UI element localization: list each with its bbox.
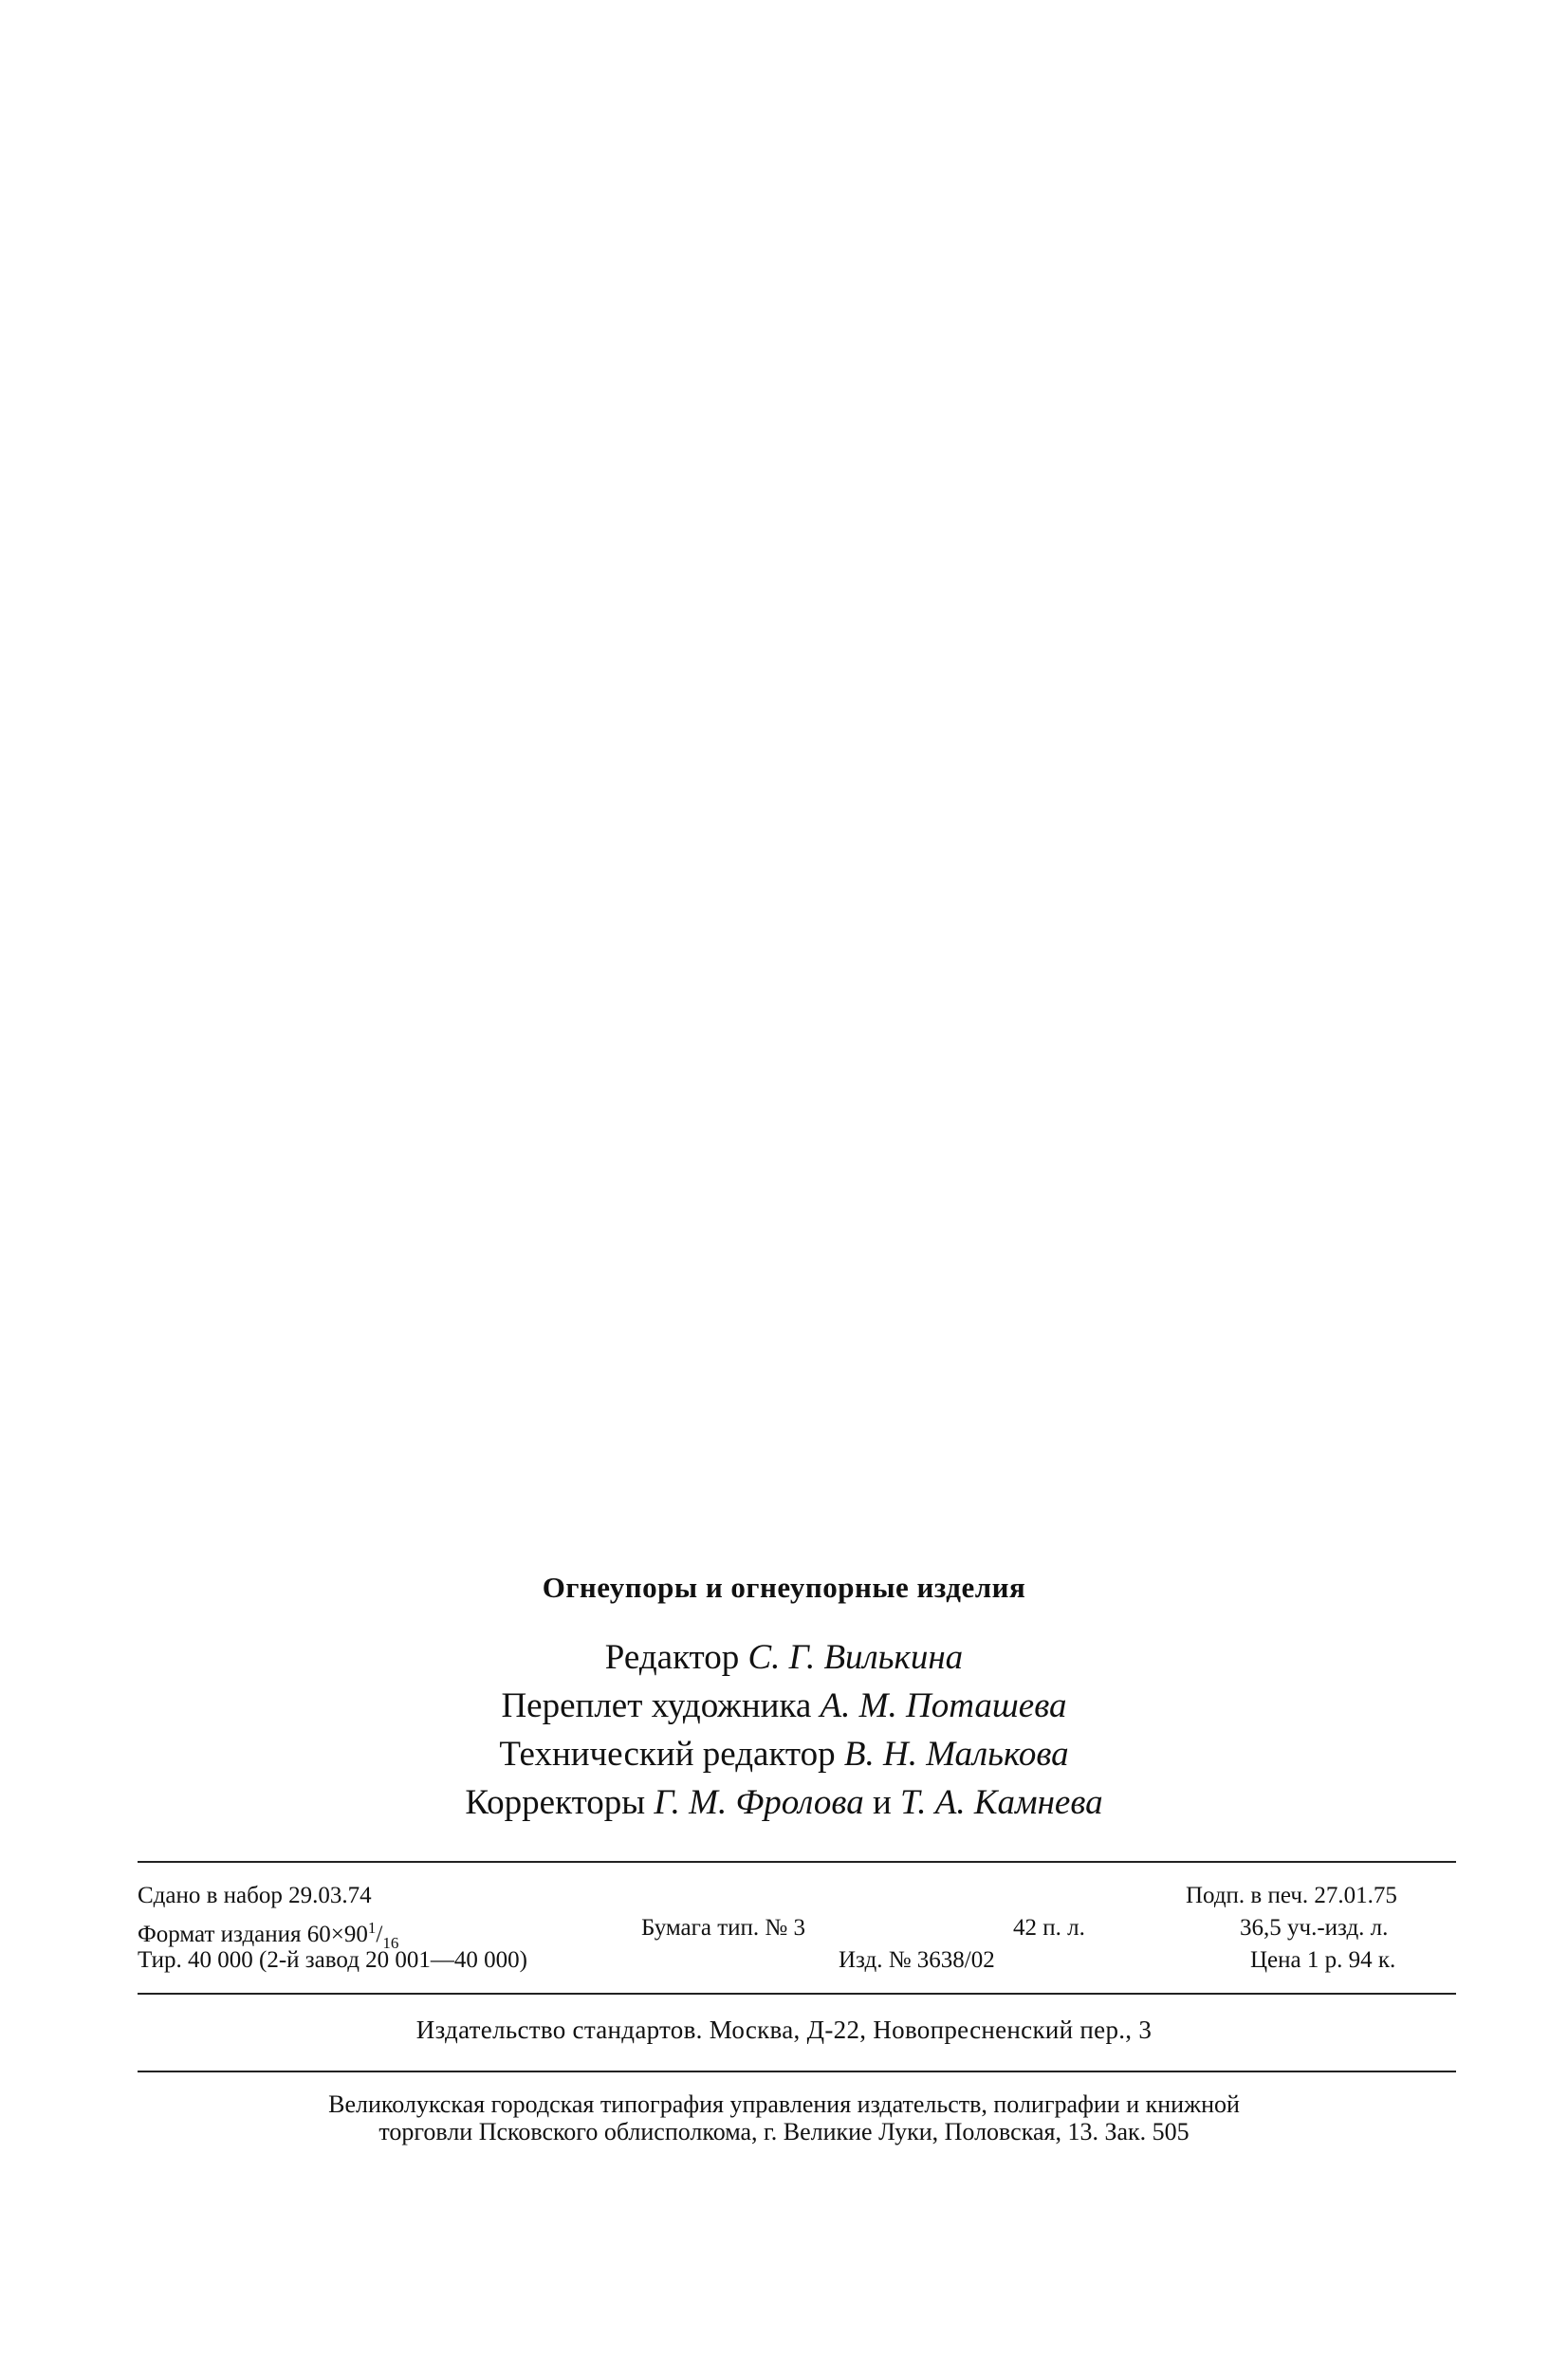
printer-line-2: торговли Псковского облисполкома, г. Великие Луки, Половская, 13. Зак. 505: [378, 2118, 1190, 2145]
credit-cover-name: А. М. Поташева: [820, 1686, 1067, 1725]
divider-middle: [138, 1993, 1456, 1995]
imprint-print-run: Тир. 40 000 (2-й завод 20 001—40 000): [138, 1947, 527, 1973]
credit-editor: [0, 1633, 1568, 1682]
credits-block: [0, 1633, 1568, 1827]
imprint-edition-number: Изд. № 3638/02: [839, 1947, 995, 1973]
imprint-format-prefix: Формат издания 60×90: [138, 1922, 368, 1947]
imprint-paper: Бумага тип. № 3: [641, 1915, 806, 1941]
imprint-print-sheets: 42 п. л.: [1013, 1915, 1085, 1941]
credit-proofreaders-role: Корректоры: [465, 1783, 646, 1822]
imprint-signed-date: Подп. в печ. 27.01.75: [1186, 1883, 1397, 1908]
imprint-format-denominator: 16: [382, 1934, 399, 1952]
credit-cover-role: Переплет художника: [501, 1686, 812, 1725]
credit-cover-artist: [0, 1682, 1568, 1730]
divider-top: [138, 1861, 1456, 1863]
imprint-price: Цена 1 р. 94 к.: [1250, 1947, 1396, 1973]
credit-proofreaders: [0, 1778, 1568, 1827]
credit-tech-editor: [0, 1730, 1568, 1778]
credit-editor-role: Редактор: [604, 1638, 740, 1677]
printer-line-1: Великолукская городская типография управления издательств, полиграфии и книжной: [328, 2090, 1240, 2118]
credit-proofreader-1: Г. М. Фролова: [654, 1783, 864, 1822]
credit-tech-editor-name: В. Н. Малькова: [843, 1735, 1069, 1774]
publisher-address: Издательство стандартов. Москва, Д-22, Новопресненский пер., 3: [415, 2016, 1153, 2044]
imprint-edit-sheets: 36,5 уч.-изд. л.: [1240, 1915, 1389, 1941]
divider-bottom: [138, 2071, 1456, 2072]
credit-proofreader-2: Т. А. Камнева: [900, 1783, 1103, 1822]
credit-editor-name: С. Г. Вилькина: [747, 1638, 964, 1677]
credit-proofreaders-and: и: [872, 1783, 892, 1822]
imprint-typeset-date: Сдано в набор 29.03.74: [138, 1883, 372, 1908]
printer-info: [0, 2090, 1568, 2145]
book-title: Огнеупоры и огнеупорные изделия: [542, 1571, 1026, 1604]
imprint-format: Формат издания $60\times 90^1/_{16}$: [138, 1919, 399, 1952]
credit-tech-editor-role: Технический редактор: [499, 1735, 836, 1774]
imprint-format-numerator: 1: [367, 1919, 377, 1937]
